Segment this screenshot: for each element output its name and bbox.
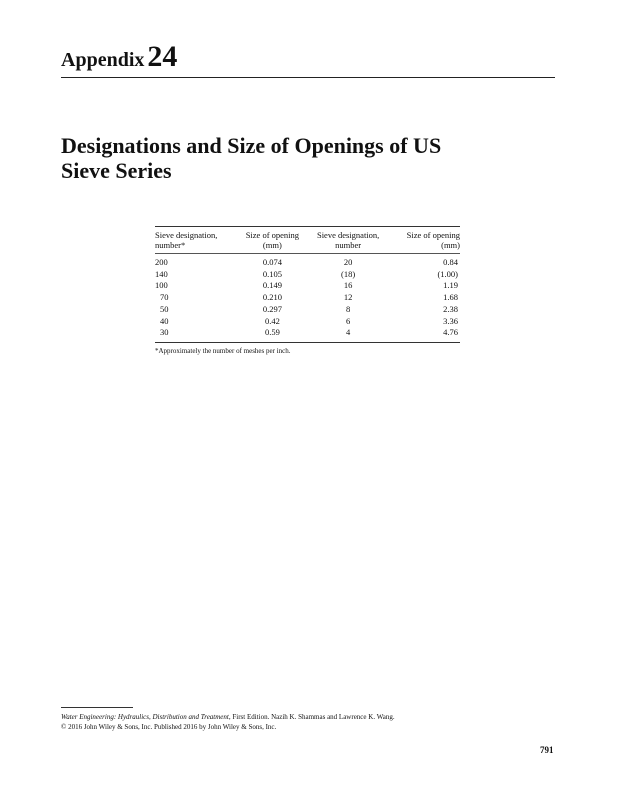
appendix-label: Appendix [61,49,145,71]
table-cell: 4 [346,327,351,338]
table-cell: 0.297 [262,303,282,314]
footer-rule [61,707,133,708]
appendix-header [61,40,177,74]
column-header-line: (mm) [262,240,282,250]
column-header [238,227,306,253]
header-rule [61,77,555,78]
table-cell: 6 [346,315,351,326]
table-row [155,280,460,292]
table-cell: 16 [343,280,353,291]
table-cell: 200 [155,257,168,267]
table-row [155,257,460,269]
appendix-number: 24 [147,40,178,73]
table-footnote: *Approximately the number of meshes per inch. [155,347,291,355]
table-row [155,292,460,304]
column-header-line: Sieve designation, [155,230,218,240]
table-bottom-rule [155,342,460,343]
table-cell: 0.105 [262,268,282,279]
table-cell: 12 [343,292,353,303]
table-cell: (18) [341,268,356,279]
table-cell: 0.59 [264,327,280,338]
column-header-line: Size of opening [406,230,460,240]
table-row [155,316,460,328]
column-header [307,227,390,253]
edition-authors: , First Edition. Nazih K. Shammas and Lawrence K. Wang. [228,713,395,721]
footer-citation [61,712,395,732]
table-row [155,269,460,281]
column-header-line: number* [155,240,186,250]
table-cell: 70 [160,292,169,303]
table-cell: 8 [346,303,351,314]
copyright-line: © 2016 John Wiley & Sons, Inc. Published 2016 by John Wiley & Sons, Inc. [61,723,277,731]
column-header-line: number [335,240,362,250]
table-cell: 100 [155,280,168,291]
table-cell: (1.00) [437,268,458,279]
table-cell: 0.149 [262,280,282,291]
column-header-line: Sieve designation, [316,230,380,240]
table-cell: 1.19 [443,280,458,291]
table-cell: 140 [155,268,168,279]
sieve-table-container [155,226,460,343]
table-row [155,327,460,339]
table-cell: 40 [160,315,169,326]
table-row [155,304,460,316]
table-cell: 20 [343,257,353,267]
page-title-line-2: Sieve Series [61,158,172,183]
table-cell: 0.074 [262,257,282,267]
table-cell: 2.38 [443,303,458,314]
table-cell: 0.210 [262,292,282,303]
table-cell: 1.68 [443,292,458,303]
column-header [390,227,460,253]
table-cell: 0.42 [264,315,280,326]
page-title-line-1: Designations and Size of Openings of US [61,133,442,158]
page-title [61,133,441,183]
column-header [155,227,238,253]
column-header-line: Size of opening [245,230,300,240]
table-cell: 50 [160,303,169,314]
book-title: Water Engineering: Hydraulics, Distribution and Treatment [61,713,229,721]
column-header-line: (mm) [441,240,460,250]
sieve-table [155,227,460,339]
table-cell: 3.36 [443,315,458,326]
table-cell: 30 [160,327,169,338]
table-cell: 4.76 [443,327,458,338]
table-header-row [155,227,460,253]
table-cell: 0.84 [443,257,458,267]
page-number: 791 [540,745,554,755]
